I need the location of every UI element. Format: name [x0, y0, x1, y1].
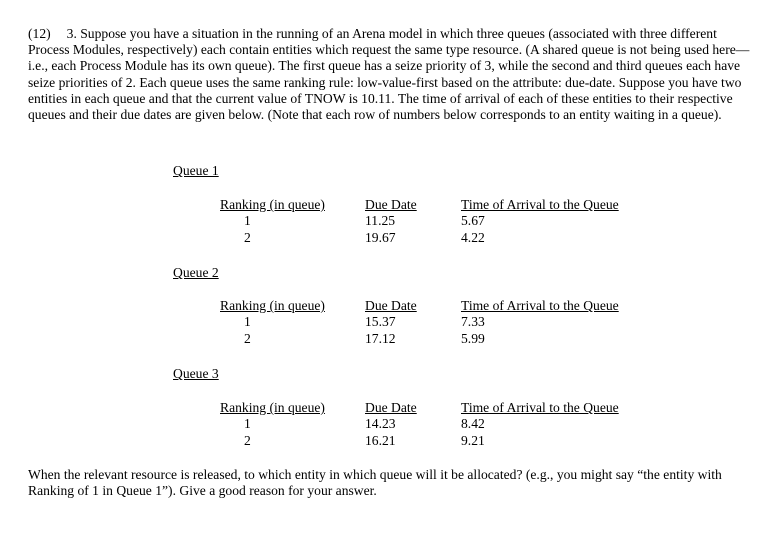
- ranking-cell: 2: [244, 330, 251, 346]
- arrival-cell: 5.99: [461, 330, 485, 346]
- due-date-cell: 14.23: [365, 416, 396, 432]
- ranking-cell: 2: [244, 432, 251, 448]
- due-date-cell: 19.67: [365, 229, 396, 245]
- arrival-header: Time of Arrival to the Queue: [461, 197, 619, 212]
- problem-number: (12): [28, 26, 51, 41]
- due-date-cell: 15.37: [365, 314, 396, 330]
- queue-2-title: Queue 2: [173, 265, 219, 280]
- ranking-cell: 1: [244, 213, 251, 229]
- question-text: When the relevant resource is released, to which entity in which queue will it be allocated? (e.g., you might say “the entity with Ranking of 1 in Queue 1”). Give a good reason for your answer.: [28, 467, 722, 499]
- queue-3-title: Queue 3: [173, 366, 219, 381]
- table-header: [220, 298, 660, 314]
- ranking-cell: 1: [244, 314, 251, 330]
- ranking-cell: 1: [244, 416, 251, 432]
- due-date-cell: 17.12: [365, 330, 396, 346]
- problem-text: 3. Suppose you have a situation in the running of an Arena model in which three queues (associated with three different Process Modules, respectively) each contain entities which request the same type resource. (A shared queue is not being used here—i.e., each Process Module has its own queue). The first queue has a seize priority of 3, while the second and third queues each have seize priorities of 2. Each queue uses the same ranking rule: low-value-first based on the attribute: due-date. Suppose you have two entities in each queue and that the current value of TNOW is 10.11. The time of arrival of each of these entities to their respective queues and their due dates are given below. (Note that each row of numbers below corresponds to an entity waiting in a queue).: [28, 26, 750, 123]
- arrival-cell: 7.33: [461, 314, 485, 330]
- queue-1-title: Queue 1: [173, 163, 219, 178]
- ranking-header: Ranking (in queue): [220, 400, 325, 415]
- table-header: [220, 400, 660, 416]
- problem-statement: [28, 26, 756, 123]
- arrival-cell: 4.22: [461, 229, 485, 245]
- table-row: [220, 433, 660, 449]
- queue-2-table: [220, 298, 660, 347]
- table-row: [220, 314, 660, 330]
- arrival-header: Time of Arrival to the Queue: [461, 298, 619, 313]
- due-date-cell: 16.21: [365, 432, 396, 448]
- arrival-cell: 9.21: [461, 432, 485, 448]
- table-row: [220, 416, 660, 432]
- ranking-cell: 2: [244, 229, 251, 245]
- table-row: [220, 213, 660, 229]
- queue-1-table: [220, 197, 660, 246]
- ranking-header: Ranking (in queue): [220, 298, 325, 313]
- queue-3-table: [220, 400, 660, 449]
- arrival-cell: 8.42: [461, 416, 485, 432]
- arrival-cell: 5.67: [461, 213, 485, 229]
- due-date-header: Due Date: [365, 400, 417, 415]
- table-header: [220, 197, 660, 213]
- due-date-header: Due Date: [365, 197, 417, 212]
- due-date-header: Due Date: [365, 298, 417, 313]
- ranking-header: Ranking (in queue): [220, 197, 325, 212]
- arrival-header: Time of Arrival to the Queue: [461, 400, 619, 415]
- table-row: [220, 230, 660, 246]
- table-row: [220, 331, 660, 347]
- due-date-cell: 11.25: [365, 213, 396, 229]
